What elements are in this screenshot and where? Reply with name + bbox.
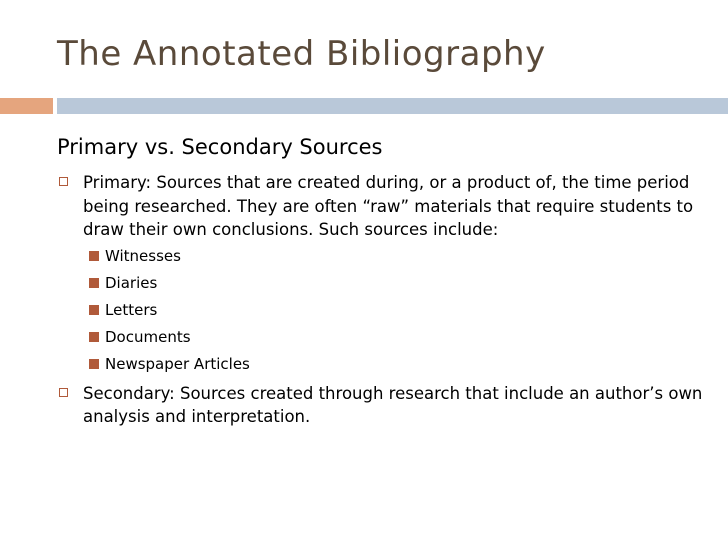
bullet-item-secondary [57, 382, 707, 429]
accent-bar-decoration [57, 98, 728, 114]
sub-bullet-item [83, 270, 707, 297]
bullet-text-primary: Primary: Sources that are created during, or a product of, the time period being researched. They are often “raw” materials that require students to draw their own conclusions. Such sources include: [83, 173, 694, 239]
filled-square-bullet-icon [89, 305, 99, 315]
bullet-list [57, 171, 707, 433]
filled-square-bullet-icon [89, 332, 99, 342]
bullet-text-secondary: Secondary: Sources created through research that include an author’s own analysis and interpretation. [83, 383, 703, 426]
hollow-square-bullet-icon [59, 177, 68, 186]
sub-bullet-text: Letters [105, 300, 158, 319]
sub-bullet-item [83, 351, 707, 378]
filled-square-bullet-icon [89, 359, 99, 369]
accent-square-decoration [0, 98, 53, 114]
sub-bullet-list [83, 243, 707, 378]
sub-bullet-text: Witnesses [105, 246, 181, 265]
sub-bullet-item [83, 297, 707, 324]
sub-bullet-item [83, 243, 707, 270]
filled-square-bullet-icon [89, 251, 99, 261]
sub-bullet-text: Newspaper Articles [105, 354, 250, 373]
sub-bullet-text: Documents [105, 327, 191, 346]
sub-bullet-item [83, 324, 707, 351]
sub-bullet-text: Diaries [105, 273, 158, 292]
filled-square-bullet-icon [89, 278, 99, 288]
bullet-item-primary [57, 171, 707, 378]
slide-title: The Annotated Bibliography [57, 34, 546, 74]
hollow-square-bullet-icon [59, 388, 68, 397]
slide-subtitle: Primary vs. Secondary Sources [57, 135, 383, 159]
